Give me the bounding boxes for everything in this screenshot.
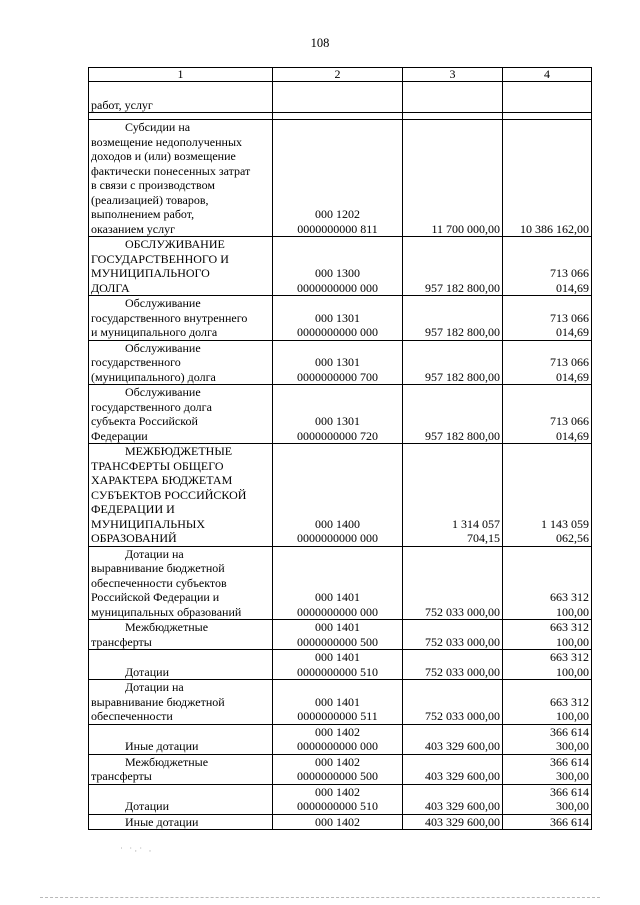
- table-row: [89, 620, 592, 650]
- header-col-3: 3: [403, 68, 503, 82]
- row-name-line: Дотации: [125, 664, 170, 679]
- row-code-cell: [273, 814, 403, 830]
- row-plan-amount: 957 182 800,00: [403, 296, 503, 341]
- row-plan-amount: 403 329 600,00: [403, 814, 503, 830]
- row-plan-amount: 403 329 600,00: [403, 724, 503, 754]
- row-code-line: 0000000000 720: [297, 428, 378, 443]
- row-code-cell: [273, 680, 403, 725]
- row-plan-amount: 752 033 000,00: [403, 680, 503, 725]
- table-row: [89, 444, 592, 547]
- row-code-line: 0000000000 000: [297, 531, 378, 545]
- page-number: 108: [310, 36, 330, 50]
- row-actual-line: 366 614: [550, 724, 589, 739]
- row-code-line: 000 1300: [315, 266, 360, 280]
- row-code-line: 000 1301: [315, 355, 360, 369]
- row-code-line: 000 1402: [315, 754, 360, 769]
- row-name-line: Дотации на: [125, 680, 184, 694]
- row-actual-line: 663 312: [550, 590, 589, 604]
- row-name-cell: [89, 620, 273, 650]
- row-actual-line: 713 066: [550, 310, 589, 325]
- row-name-line: Субсидии на: [125, 120, 191, 134]
- row-name-line: возмещение недополученных: [91, 134, 243, 149]
- row-code-cell: [273, 754, 403, 784]
- row-actual-line: 100,00: [556, 709, 589, 723]
- row-name-line: государственного долга: [91, 399, 212, 414]
- row-name-line: оказанием услуг: [91, 221, 176, 236]
- row-plan-amount: 403 329 600,00: [403, 754, 503, 784]
- row-name-cell: [89, 120, 273, 237]
- row-actual-amount: [503, 620, 592, 650]
- table-row: [89, 296, 592, 341]
- row-code-line: 0000000000 000: [297, 280, 378, 295]
- row-name-line: Дотации: [125, 799, 170, 813]
- row-code-line: 000 1400: [315, 516, 360, 531]
- row-name-line: МУНИЦИПАЛЬНЫХ: [91, 516, 205, 531]
- row-code-line: 0000000000 500: [297, 634, 378, 649]
- spacer-cell: [273, 113, 403, 120]
- row-code-line: 0000000000 811: [297, 221, 378, 236]
- row-name-cell: [89, 237, 273, 296]
- budget-table-body: [89, 82, 592, 830]
- table-row: [89, 754, 592, 784]
- row-name-line: выравнивание бюджетной: [91, 561, 225, 575]
- header-col-4: 4: [503, 68, 592, 82]
- row-plan-amount: 957 182 800,00: [403, 237, 503, 296]
- row-actual-amount: [503, 340, 592, 385]
- row-plan-amount: 11 700 000,00: [403, 120, 503, 237]
- row-name-cell: [89, 444, 273, 547]
- row-name-line: Обслуживание: [125, 385, 201, 399]
- row-actual-amount: [503, 650, 592, 680]
- row-name-line: выравнивание бюджетной: [91, 694, 225, 709]
- row-plan-amount: 752 033 000,00: [403, 650, 503, 680]
- row-code-cell: [273, 296, 403, 341]
- row-name-cell: [89, 385, 273, 444]
- row-code-line: 000 1301: [315, 310, 360, 325]
- row-name-line: МЕЖБЮДЖЕТНЫЕ: [125, 444, 233, 458]
- row-name-cell: [89, 784, 273, 814]
- row-name-cell: [89, 814, 273, 830]
- row-code-cell: [273, 237, 403, 296]
- row-actual-line: 100,00: [556, 604, 589, 619]
- row-actual-line: 663 312: [550, 694, 589, 709]
- row-actual-line: 014,69: [556, 428, 589, 443]
- spacer-cell: [503, 113, 592, 120]
- row-actual-amount: [503, 385, 592, 444]
- row-name-line: Иные дотации: [125, 814, 199, 829]
- row-code-cell: [273, 650, 403, 680]
- row-name-line: государственного: [91, 355, 181, 369]
- row-name-line: Межбюджетные: [125, 754, 209, 769]
- row-name-line: Межбюджетные: [125, 620, 209, 634]
- row-code-line: 000 1402: [315, 784, 360, 799]
- row-name-line: Российской Федерации и: [91, 590, 220, 604]
- row-plan-amount: 752 033 000,00: [403, 546, 503, 620]
- row-plan-amount: 957 182 800,00: [403, 340, 503, 385]
- row-actual-amount: [503, 724, 592, 754]
- row-name-line: ДОЛГА: [91, 280, 130, 295]
- row-name-line: СУБЪЕКТОВ РОССИЙСКОЙ: [91, 487, 247, 502]
- row-code-line: 000 1401: [315, 650, 360, 664]
- row-plan-amount: [403, 82, 503, 113]
- row-code-cell: [273, 546, 403, 620]
- row-code-line: 0000000000 700: [297, 369, 378, 384]
- row-plan-amount: 1 314 057 704,15: [403, 444, 503, 547]
- row-code-line: 0000000000 000: [297, 604, 378, 619]
- row-name-line: (реализацией) товаров,: [91, 192, 209, 207]
- row-name-line: трансферты: [91, 634, 152, 649]
- table-row: [89, 385, 592, 444]
- row-code-line: 000 1401: [315, 590, 360, 604]
- row-plan-amount: 957 182 800,00: [403, 385, 503, 444]
- row-plan-amount: 403 329 600,00: [403, 784, 503, 814]
- header-row: [89, 68, 592, 82]
- row-name-line: выполнением работ,: [91, 207, 195, 221]
- row-plan-amount: 752 033 000,00: [403, 620, 503, 650]
- row-code-cell: [273, 784, 403, 814]
- row-code-line: 000 1301: [315, 414, 360, 428]
- row-name-line: фактически понесенных затрат: [91, 163, 251, 178]
- row-actual-amount: [503, 680, 592, 725]
- row-name-line: и муниципального долга: [91, 325, 218, 339]
- spacer-cell: [403, 113, 503, 120]
- row-name-line: муниципальных образований: [91, 604, 242, 619]
- row-actual-amount: [503, 814, 592, 830]
- spacer-cell: [89, 113, 273, 120]
- table-row: [89, 120, 592, 237]
- row-name-cell: [89, 340, 273, 385]
- row-actual-line: 663 312: [550, 620, 589, 634]
- row-name-line: ФЕДЕРАЦИИ И: [91, 502, 175, 516]
- row-name-line: обеспеченности: [91, 709, 173, 723]
- row-actual-amount: [503, 120, 592, 237]
- table-row: [89, 237, 592, 296]
- row-actual-line: 300,00: [556, 739, 589, 753]
- row-actual-line: 062,56: [556, 531, 589, 545]
- row-actual-line: 713 066: [550, 355, 589, 369]
- row-name-line: Федерации: [91, 428, 148, 443]
- row-actual-line: 014,69: [556, 325, 589, 339]
- row-actual-line: 366 614: [550, 784, 589, 799]
- row-actual-line: 366 614: [550, 814, 589, 829]
- row-name-line: доходов и (или) возмещение: [91, 149, 236, 163]
- budget-table: [88, 67, 592, 830]
- row-actual-line: 713 066: [550, 414, 589, 428]
- row-code-cell: [273, 120, 403, 237]
- row-actual-amount: [503, 784, 592, 814]
- table-row: [89, 650, 592, 680]
- row-actual-line: 014,69: [556, 369, 589, 384]
- table-row: [89, 340, 592, 385]
- row-code-line: 000 1402: [315, 814, 360, 829]
- header-col-1: 1: [89, 68, 273, 82]
- row-name-line: Иные дотации: [125, 739, 199, 753]
- row-code-cell: [273, 340, 403, 385]
- row-name-cell: [89, 82, 273, 113]
- row-name-line: государственного внутреннего: [91, 310, 248, 325]
- row-name-line: субъекта Российской: [91, 414, 198, 428]
- row-code-line: 000 1401: [315, 694, 360, 709]
- row-code-line: 000 1402: [315, 724, 360, 739]
- row-actual-line: 663 312: [550, 650, 589, 664]
- row-name-cell: [89, 724, 273, 754]
- header-col-2: 2: [273, 68, 403, 82]
- row-spacer: [89, 113, 592, 120]
- row-name-line: ХАРАКТЕРА БЮДЖЕТАМ: [91, 473, 233, 487]
- row-actual-amount: [503, 237, 592, 296]
- row-code-line: 0000000000 510: [297, 664, 378, 679]
- row-actual-amount: [503, 82, 592, 113]
- row-actual-line: 100,00: [556, 664, 589, 679]
- row-actual-line: 300,00: [556, 799, 589, 813]
- row-name-line: Дотации на: [125, 546, 184, 561]
- row-name-line: (муниципального) долга: [91, 369, 216, 384]
- row-name-line: работ, услуг: [91, 97, 153, 112]
- row-code-line: 0000000000 000: [297, 739, 378, 753]
- row-actual-amount: [503, 546, 592, 620]
- scan-edge-line: [40, 897, 600, 898]
- row-name-cell: [89, 546, 273, 620]
- table-row: [89, 724, 592, 754]
- row-code-cell: [273, 620, 403, 650]
- row-code-line: 0000000000 500: [297, 769, 378, 783]
- row-actual-line: 1 143 059: [541, 516, 589, 531]
- row-actual-line: 713 066: [550, 266, 589, 280]
- row-code-cell: [273, 385, 403, 444]
- row-actual-line: 10 386 162,00: [520, 221, 589, 236]
- row-name-line: в связи с производством: [91, 178, 215, 192]
- row-name-cell: [89, 650, 273, 680]
- row-name-line: ГОСУДАРСТВЕННОГО И: [91, 251, 229, 266]
- row-code-line: 0000000000 511: [297, 709, 378, 723]
- row-code-line: 0000000000 000: [297, 325, 378, 339]
- row-code-line: 0000000000 510: [297, 799, 378, 813]
- row-name-line: МУНИЦИПАЛЬНОГО: [91, 266, 210, 280]
- row-actual-amount: [503, 754, 592, 784]
- scan-artifact: ˙ ˙·˙ ·: [120, 846, 154, 856]
- row-name-line: ОБСЛУЖИВАНИЕ: [125, 237, 225, 251]
- row-name-cell: [89, 680, 273, 725]
- row-name-cell: [89, 754, 273, 784]
- table-row: [89, 82, 592, 113]
- row-name-line: обеспеченности субъектов: [91, 575, 227, 590]
- row-code-cell: [273, 724, 403, 754]
- row-name-line: Обслуживание: [125, 340, 201, 355]
- row-name-line: трансферты: [91, 769, 152, 783]
- table-row: [89, 784, 592, 814]
- row-name-line: Обслуживание: [125, 296, 201, 310]
- table-row: [89, 814, 592, 830]
- row-code-line: 000 1202: [315, 207, 360, 221]
- table-row: [89, 680, 592, 725]
- row-actual-amount: [503, 444, 592, 547]
- row-actual-amount: [503, 296, 592, 341]
- row-actual-line: 300,00: [556, 769, 589, 783]
- row-name-line: ОБРАЗОВАНИЙ: [91, 531, 177, 545]
- row-code-line: 000 1401: [315, 620, 360, 634]
- row-actual-line: 014,69: [556, 280, 589, 295]
- row-name-cell: [89, 296, 273, 341]
- row-code-cell: [273, 82, 403, 113]
- row-actual-line: 100,00: [556, 634, 589, 649]
- table-row: [89, 546, 592, 620]
- row-name-line: ТРАНСФЕРТЫ ОБЩЕГО: [91, 458, 224, 473]
- row-actual-line: 366 614: [550, 754, 589, 769]
- row-code-cell: [273, 444, 403, 547]
